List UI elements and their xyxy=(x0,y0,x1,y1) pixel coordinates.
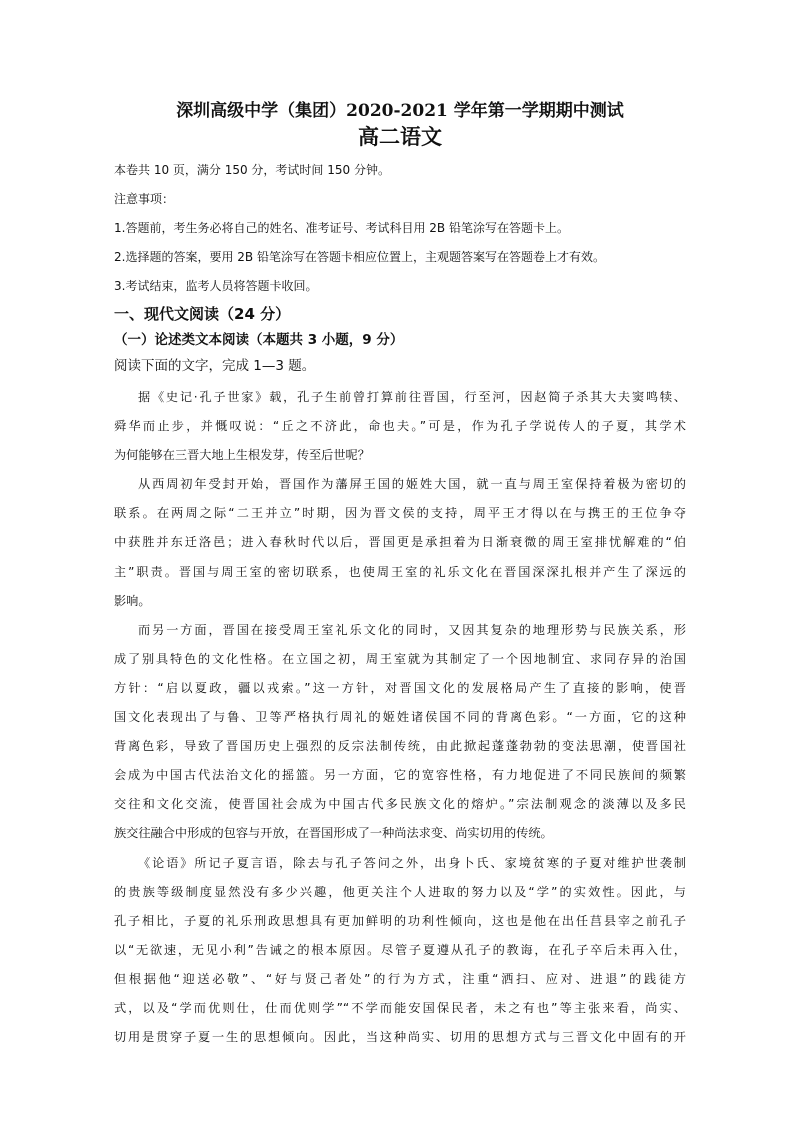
passage-paragraph xyxy=(114,383,686,470)
notes-heading: 注意事项： xyxy=(114,192,175,206)
passage-line: 从西周初年受封开始，晋国作为藩屏王国的姬姓大国，就一直与周王室保持着极为密切的 xyxy=(138,477,686,492)
reading-instruction: 阅读下面的文字，完成 1—3 题。 xyxy=(114,358,316,374)
exam-info: 本卷共 10 页，满分 150 分，考试时间 150 分钟。 xyxy=(114,163,390,177)
passage-line: 联系。在两周之际“二王并立”时期，因为晋文侯的支持，周平王才得以在与携王的王位争夺 xyxy=(114,506,686,521)
passage-line: 族交往融合中形成的包容与开放，在晋国形成了一种尚法求变、尚实切用的传统。 xyxy=(114,826,553,841)
passage-line: 切用是贯穿子夏一生的思想倾向。因此，当这种尚实、切用的思想方式与三晋文化中固有的开 xyxy=(114,1030,686,1045)
passage-line: 成了别具特色的文化性格。在立国之初，周王室就为其制定了一个因地制宜、求同存异的治国 xyxy=(114,651,686,666)
passage-line: 国文化表现出了与鲁、卫等严格执行周礼的姬姓诸侯国不同的背离色彩。“一方面，它的这种 xyxy=(114,710,686,725)
passage-line: 影响。 xyxy=(114,593,151,608)
passage-line: 为何能够在三晋大地上生根发芽，传至后世呢？ xyxy=(114,448,370,463)
passage-line: 而另一方面，晋国在接受周王室礼乐文化的同时，又因其复杂的地理形势与民族关系，形 xyxy=(138,622,686,637)
passage-line: 主”职责。晋国与周王室的密切联系，也使周王室的礼乐文化在晋国深深扎根并产生了深远的 xyxy=(114,564,686,579)
passage-line: 会成为中国古代法治文化的摇篮。另一方面，它的宽容性格，有力地促进了不同民族间的频繁 xyxy=(114,768,686,783)
passage-line: 以“无欲速，无见小利”告诫之的根本原因。尽管子夏遵从孔子的教诲，在孔子卒后未再入仕， xyxy=(114,942,686,957)
note-item: 3.考试结束，监考人员将答题卡收回。 xyxy=(114,279,318,293)
passage-paragraph xyxy=(114,849,686,1053)
exam-notes xyxy=(114,156,686,301)
note-item: 1.答题前，考生务必将自己的姓名、准考证号、考试科目用 2B 铅笔涂写在答题卡上。 xyxy=(114,221,569,235)
passage-line: 背离色彩，导致了晋国历史上强烈的反宗法制传统，由此掀起蓬蓬勃勃的变法思潮，使晋国社 xyxy=(114,739,686,754)
passage-line: 舜华而止步，并慨叹说：“丘之不济此，命也夫。”可是，作为孔子学说传人的子夏，其学术 xyxy=(114,419,686,434)
passage-paragraph xyxy=(114,616,686,849)
section-heading: 一、现代文阅读（24 分） xyxy=(114,305,291,323)
passage-line: 但根据他“迎送必敬”、“好与贤己者处”的行为方式，注重“洒扫、应对、进退”的践徒方 xyxy=(114,971,686,986)
reading-passage xyxy=(114,383,686,1052)
passage-line: 交往和文化交流，使晋国社会成为中国古代多民族文化的熔炉。”宗法制观念的淡薄以及多民 xyxy=(114,797,686,812)
passage-line: 孔子相比，子夏的礼乐刑政思想具有更加鲜明的功利性倾向，这也是他在出任莒县宰之前孔子 xyxy=(114,913,686,928)
passage-line: 中获胜并东迁洛邑；进入春秋时代以后，晋国更是承担着为日渐衰微的周王室排忧解难的“伯 xyxy=(114,535,686,550)
passage-line: 的贵族等级制度显然没有多少兴趣，他更关注个人进取的努力以及“学”的实效性。因此，与 xyxy=(114,884,686,899)
exam-page xyxy=(114,100,686,1052)
passage-line: 式，以及“学而优则仕，仕而优则学”“不学而能安国保民者，未之有也”等主张来看，尚实、 xyxy=(114,1000,686,1015)
note-item: 2.选择题的答案，要用 2B 铅笔涂写在答题卡相应位置上，主观题答案写在答题卷上才有效。 xyxy=(114,250,605,264)
passage-line: 方针：“启以夏政，疆以戎索。”这一方针，对晋国文化的发展格局产生了直接的影响，使晋 xyxy=(114,680,686,695)
passage-line: 《论语》所记子夏言语，除去与孔子答问之外，出身卜氏、家境贫寒的子夏对维护世袭制 xyxy=(138,855,686,870)
exam-title: 深圳高级中学（集团）2020-2021 学年第一学期期中测试 xyxy=(176,101,624,121)
passage-paragraph xyxy=(114,470,686,615)
subsection-heading: （一）论述类文本阅读（本题共 3 小题，9 分） xyxy=(114,332,404,348)
passage-line: 据《史记·孔子世家》载，孔子生前曾打算前往晋国，行至河，因赵简子杀其大夫窦鸣犊、 xyxy=(138,390,686,404)
subject-title: 高二语文 xyxy=(358,125,442,149)
